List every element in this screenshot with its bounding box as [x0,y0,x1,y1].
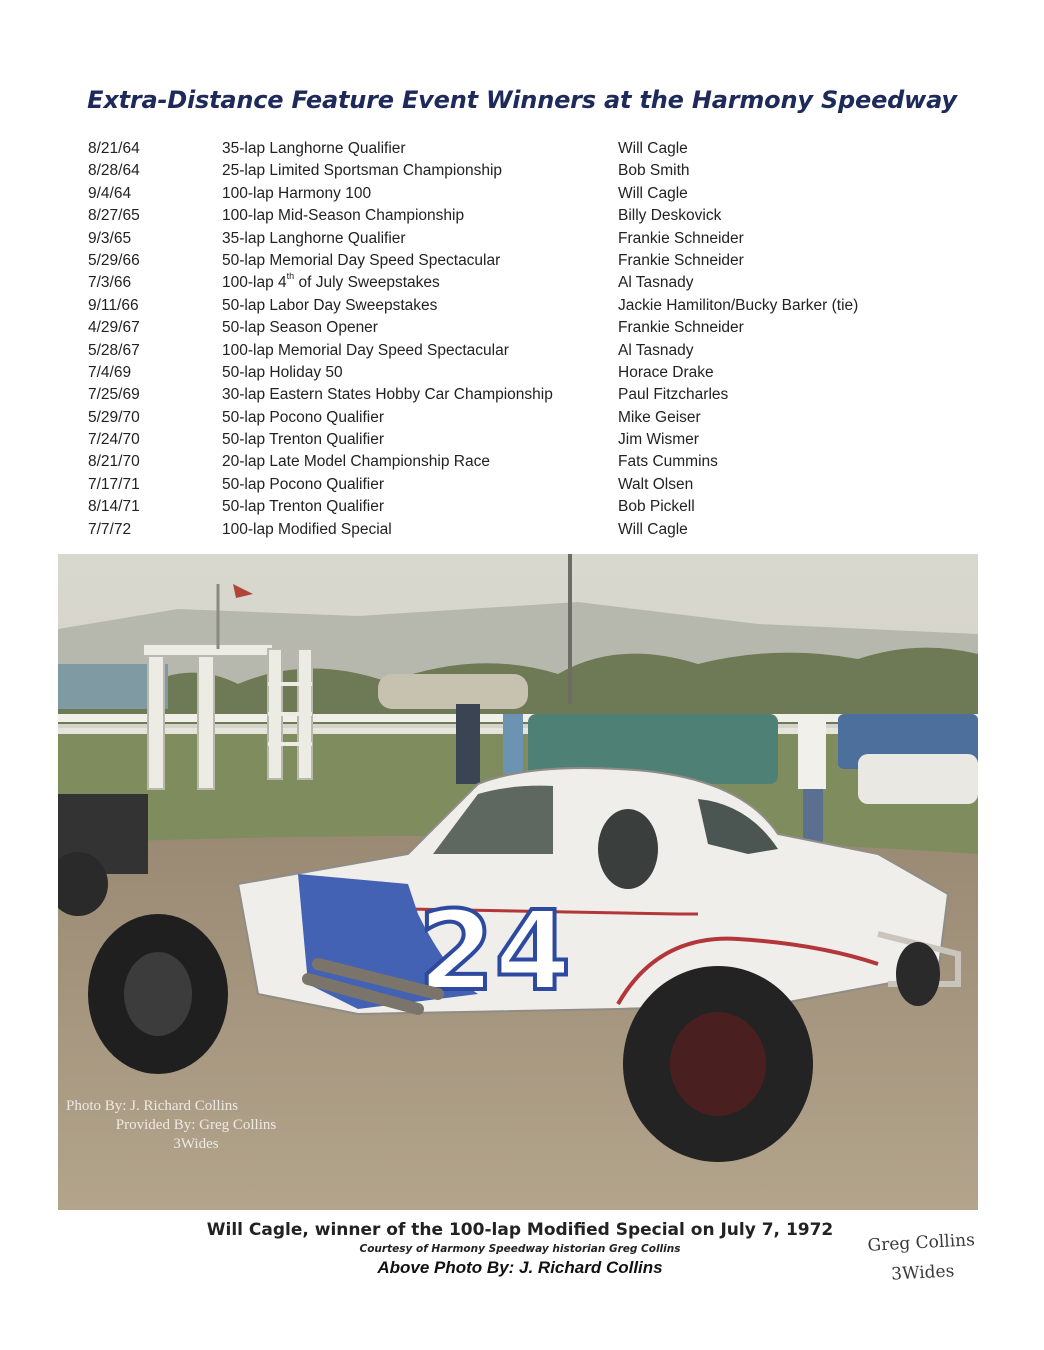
row-event-post: of July Sweepstakes [294,274,440,292]
row-date: 8/14/71 [88,498,140,516]
row-winner: Will Cagle [618,184,688,202]
row-event: 50-lap Holiday 50 [222,363,343,381]
caption-main: Will Cagle, winner of the 100-lap Modified Special on July 7, 1972 [206,1220,834,1240]
row-event-superscript: th [286,271,295,282]
photo-credit-watermark [66,1097,326,1154]
row-winner: Fats Cummins [618,453,718,471]
row-date: 5/29/70 [88,408,140,426]
row-winner: Frankie Schneider [618,319,744,337]
row-winner: Al Tasnady [618,274,694,292]
row-winner: Will Cagle [618,520,688,538]
row-date: 7/17/71 [88,475,140,493]
row-winner: Al Tasnady [618,341,694,359]
row-date: 5/29/66 [88,251,140,269]
row-date: 7/25/69 [88,386,140,404]
row-winner: Frankie Schneider [618,251,744,269]
row-event-pre: 100-lap 4 [222,274,287,292]
row-date: 4/29/67 [88,319,140,337]
row-event: 100-lap Memorial Day Speed Spectacular [222,341,509,359]
row-date: 8/27/65 [88,207,140,225]
row-event: 100-lap Harmony 100 [222,184,372,202]
row-event: 50-lap Memorial Day Speed Spectacular [222,251,501,269]
row-event: 50-lap Season Opener [222,319,378,337]
row-winner: Jim Wismer [618,431,699,449]
photo-credit-line3: 3Wides [173,1136,219,1152]
signature-line1: Greg Collins [867,1230,976,1256]
row-date: 9/3/65 [88,229,132,247]
row-event: 50-lap Pocono Qualifier [222,475,384,493]
row-winner: Frankie Schneider [618,229,744,247]
row-date: 8/21/70 [88,453,140,471]
race-car-photo [58,554,978,1210]
row-event [222,272,440,294]
row-date: 8/21/64 [88,140,140,157]
photo-caption [160,1220,880,1278]
photo-credit-line2: Provided By: Greg Collins [115,1117,277,1133]
row-date: 8/28/64 [88,162,140,180]
row-winner: Mike Geiser [618,408,701,426]
row-winner: Walt Olsen [618,475,694,493]
row-event: 50-lap Labor Day Sweepstakes [222,296,438,314]
row-date: 7/4/69 [88,363,132,381]
row-winner: Horace Drake [618,363,714,381]
car-number: 24 [418,887,572,1015]
row-event: 50-lap Trenton Qualifier [222,498,384,516]
row-event: 35-lap Langhorne Qualifier [222,229,406,247]
row-event: 50-lap Pocono Qualifier [222,408,384,426]
caption-photo-by: Above Photo By: J. Richard Collins [377,1258,663,1277]
page-title: Extra-Distance Feature Event Winners at the Harmony Speedway [87,86,957,114]
row-winner: Bob Pickell [618,498,695,516]
row-date: 7/24/70 [88,431,140,449]
row-date: 7/3/66 [88,274,132,292]
signature-line2: 3Wides [890,1261,955,1285]
row-event: 100-lap Modified Special [222,520,392,538]
row-event: 50-lap Trenton Qualifier [222,431,384,449]
row-winner: Billy Deskovick [618,207,722,225]
row-date: 5/28/67 [88,341,140,359]
row-date: 9/11/66 [88,296,139,314]
photo-credit-line1: Photo By: J. Richard Collins [66,1098,239,1114]
row-winner: Jackie Hamiliton/Bucky Barker (tie) [618,296,859,314]
row-event: 25-lap Limited Sportsman Championship [222,162,503,180]
row-event: 100-lap Mid-Season Championship [222,207,465,225]
row-winner: Bob Smith [618,162,690,180]
row-winner: Will Cagle [618,140,688,157]
row-date: 7/7/72 [88,520,132,538]
signature [861,1225,984,1291]
row-event: 35-lap Langhorne Qualifier [222,140,406,157]
caption-courtesy: Courtesy of Harmony Speedway historian Greg Collins [359,1243,681,1255]
row-date: 9/4/64 [88,184,132,202]
row-event: 30-lap Eastern States Hobby Car Championship [222,386,553,404]
row-event: 20-lap Late Model Championship Race [222,453,490,471]
row-winner: Paul Fitzcharles [618,386,729,404]
